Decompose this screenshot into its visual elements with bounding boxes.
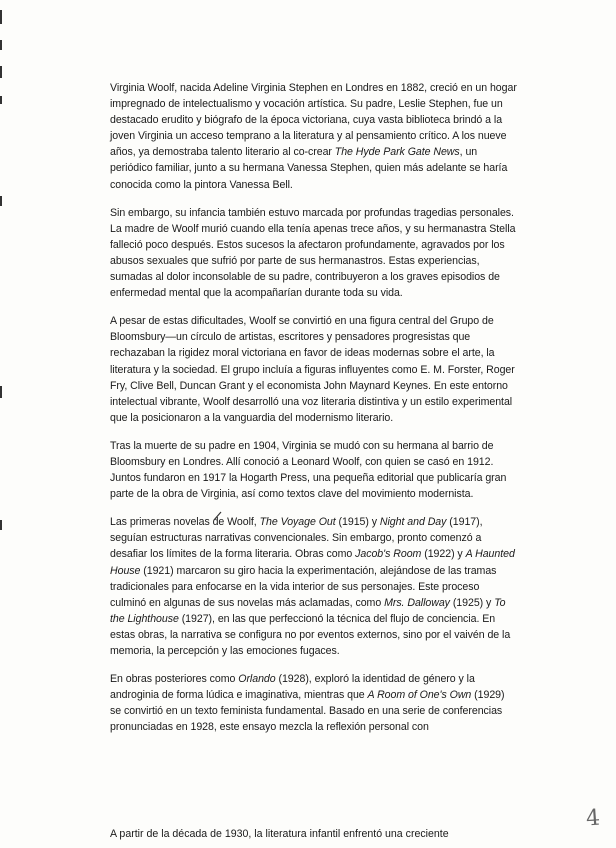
italic-title: A Room of One's Own [367,689,472,702]
paragraph [110,205,518,302]
text-run: (1917), seguían estructuras narrativas convencionales. Sin embargo, pronto comenzó a desafiar los límites de la forma literaria. Obras como [110,516,483,561]
text-run: Tras la muerte de su padre en 1904, Virginia se mudó con su hermana al barrio de Bloomsbury en Londres. Allí conoció a Leonard Woolf, con quien se casó en 1912. Juntos fundaron en 1917 la Hogarth Press, una pequeña editorial que publicaría gran parte de la obra de Virginia, así como textos clave del movimiento modernista. [110,439,507,501]
paragraph [110,671,518,735]
text-run: A pesar de estas dificultades, Woolf se convirtió en una figura central del Grupo de Bloomsbury—un círculo de artistas, escritores y pensadores progresistas que rechazaban la rigidez moral victoriana en favor de ideas modernas sobre el arte, la literatura y la sociedad. El grupo incluía a figuras influyentes como E. M. Forster, Roger Fry, Clive Bell, Duncan Grant y el economista John Maynard Keynes. En este entorno intelectual vibrante, Woolf desarrolló una voz literaria distintiva y un estilo experimental que la posicionaron a la vanguardia del modernismo literario. [110,315,515,424]
next-page-bleed-text: A partir de la década de 1930, la literatura infantil enfrentó una creciente [110,828,449,840]
scan-edge-mark [0,520,2,530]
scan-edge-mark [0,40,2,50]
text-run: Sin embargo, su infancia también estuvo marcada por profundas tragedias personales. La madre de Woolf murió cuando ella tenía apenas trece años, y su hermanastra Stella falleció poco después. Estos sucesos la afectaron profundamente, agravados por los abusos sexuales que sufrió por parte de sus hermanastros. Estas experiencias, sumadas al dolor inconsolable de su padre, contribuyeron a los graves episodios de enfermedad mental que la acompañarían durante toda su vida. [110,206,516,300]
scan-edge-mark [0,386,2,398]
pen-stroke-mark [212,510,224,522]
italic-title: Jacob's Room [355,548,422,561]
text-run: (1921) marcaron su giro hacia la experimentación, alejándose de las tramas tradicionales para enfocarse en la vida interior de sus personajes. Este proceso culminó en algunas de sus novelas más aclamadas, como [110,564,497,609]
paragraph [110,313,518,426]
handwritten-page-number: 4 [585,805,601,832]
paragraph [110,438,518,502]
italic-title: To the Lighthouse [110,596,506,625]
paragraph [110,80,518,193]
italic-title: Orlando [238,673,276,686]
scan-edge-mark [0,96,2,104]
text-run: (1929) se convirtió en un texto feminista fundamental. Basado en una serie de conferencias pronunciadas en 1928, este ensayo mezcla la reflexión personal con [110,689,505,734]
text-run: Las primeras novelas de Woolf, [110,516,260,529]
paragraph [110,514,518,659]
italic-title: Mrs. Dalloway [384,596,450,609]
scan-edge-mark [0,10,2,24]
scan-edge-mark [0,66,2,78]
text-run: , un periódico familiar, junto a su hermana Vanessa Stephen, quien más adelante se haría conocida como la pintora Vanessa Bell. [110,146,508,191]
italic-title: A Haunted House [110,548,515,577]
text-run: (1927), en las que perfeccionó la técnica del flujo de conciencia. En estas obras, la narrativa se configura no por eventos externos, sino por el vaivén de la memoria, la percepción y las emociones fugaces. [110,612,511,657]
italic-title: The Hyde Park Gate News [334,146,460,159]
scan-edge-mark [0,196,2,206]
text-run: (1928), exploró la identidad de género y la androginia de forma lúdica e imaginativa, mientras que [110,673,475,702]
document-body [110,80,518,747]
text-run: (1925) y [449,596,495,609]
italic-title: Night and Day [379,516,447,529]
text-run: En obras posteriores como [110,673,239,686]
text-run: (1915) y [335,516,380,529]
text-run: Virginia Woolf, nacida Adeline Virginia Stephen en Londres en 1882, creció en un hogar impregnado de intelectualismo y vocación artística. Su padre, Leslie Stephen, fue un destacado erudito y biógrafo de la época victoriana, cuya vasta biblioteca brindó a la joven Virginia un acceso temprano a la literatura y al pensamiento crítico. A los nueve años, ya demostraba talento literario al co-crear [110,82,517,159]
italic-title: The Voyage Out [259,516,336,529]
text-run: (1922) y [421,548,466,561]
